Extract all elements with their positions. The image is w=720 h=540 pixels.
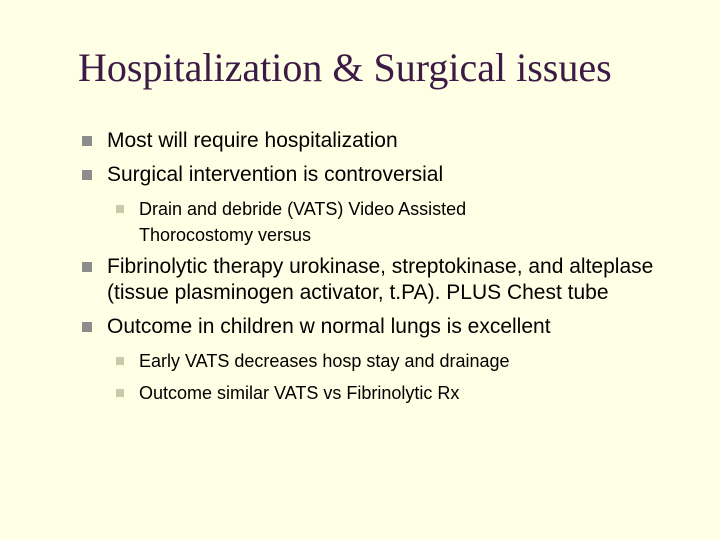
slide-title: Hospitalization & Surgical issues [78,45,612,90]
bullet-list [0,128,720,412]
small-square-bullet-icon [116,205,124,213]
bullet-text: Surgical intervention is controversial [107,163,444,186]
bullet-item [0,128,720,154]
small-square-bullet-icon [116,357,124,365]
small-square-bullet-icon [116,389,124,397]
sub-bullet-item [0,380,720,406]
bullet-item [0,254,720,306]
bullet-item [0,314,720,340]
bullet-text: Outcome in children w normal lungs is excellent [107,315,551,338]
bullet-text: Most will require hospitalization [107,129,398,152]
square-bullet-icon [82,170,92,180]
sub-bullet-text: Drain and debride (VATS) Video Assisted Thorocostomy versus [139,199,467,245]
bullet-item [0,162,720,188]
sub-bullet-item [0,196,720,248]
square-bullet-icon [82,262,92,272]
sub-bullet-item [0,348,720,374]
bullet-text: Fibrinolytic therapy urokinase, streptokinase, and alteplase (tissue plasminogen activator, t.PA). PLUS Chest tube [107,255,654,304]
square-bullet-icon [82,322,92,332]
sub-bullet-text: Early VATS decreases hosp stay and drainage [139,351,510,371]
sub-bullet-text: Outcome similar VATS vs Fibrinolytic Rx [139,383,460,403]
square-bullet-icon [82,136,92,146]
